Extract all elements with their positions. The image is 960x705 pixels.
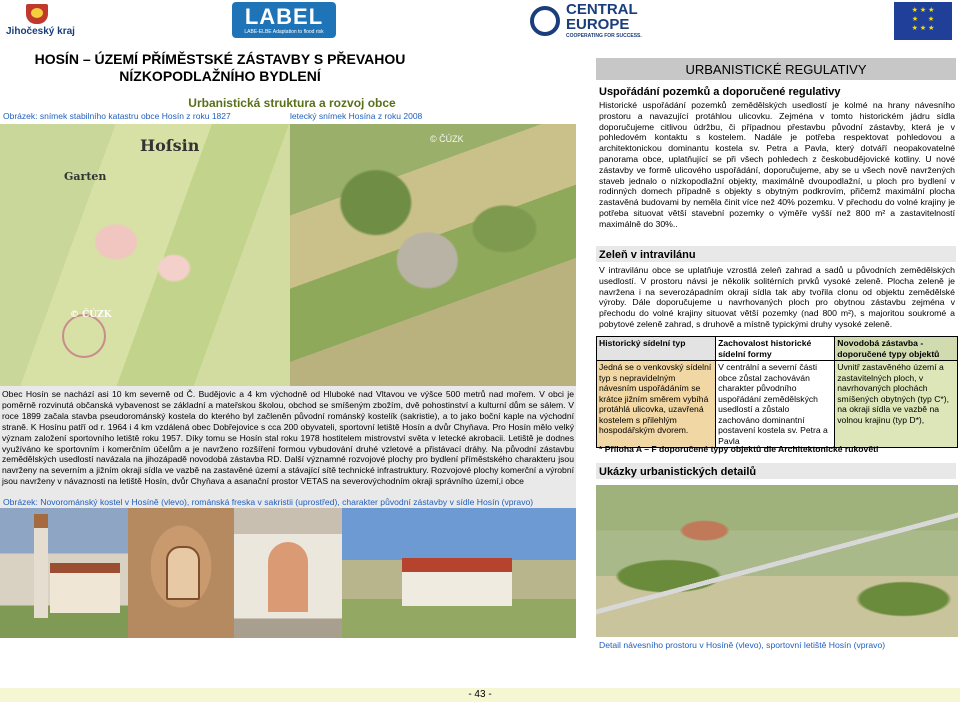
house-shape [402, 558, 512, 606]
church-tower-shape [34, 514, 48, 618]
page-subtitle: Urbanistická struktura a rozvoj obce [188, 96, 396, 110]
sacristy-photo [234, 508, 342, 638]
section-body-usporadani: Historické uspořádání pozemků zemědělských usedlostí je kolmé na hrany návesního prostoru a navazující protáhlou ulicovku. Zejména v tomto historickém jádru sídla doporučujeme citlivou údržbu, či případnou přestavbu původní zástavby, která je v pohledovém kontaktu s kostelem. Nadále je potřeba respektovat pohledovou a architektonickou dominantu kostela sv. Petra a Pavla, který dotváří neopakovatelné panorama obce, uplatňující se při všech pohledech z českobudějovické kotliny. U nové zástavby ve formě ulicového uspořádání, doporučujeme, aby se u všech nově navržených staveb jednalo o nízkopodlažní objekty, maximálně dvoupodlažní, u ploch pro bydlení v rodinných domech případně s objekty s obytným podkrovím, přičemž maximální plocha zastavěná budovami by neměla činit více než 40% pozemku. V přechodu do volné krajiny je potřeba situovat větší stavební pozemky o výměře vyšší než 800 m² a zastavitelností maximálně do 30%.. [599, 100, 955, 229]
jihocesky-kraj-logo [6, 4, 76, 40]
village-description: Obec Hosín se nachází asi 10 km severně od Č. Budějovic a 4 km východně od Hluboké nad Vltavou ve výšce 500 metrů nad mořem. V obci je poměrně rozvinutá občanská vybavenost se základní a mateřskou školou, obchod se smíšeným zbožím, dvě pohostinství a kulturní dům se sálem. V roce 1899 začala stavba pseudorománský kostela do kterého byl začleněn původní románský kostelík (sakristie), a to jako boční kaple na východní straně. K Hosínu patří od r. 1964 i 4 km vzdálená obec Dobřejovice s cca 200 obyvateli, sportovní letiště Hosín a dvůr Chyňava. Pro Hosín mělo velký význam založení sportovního letiště roku 1957. Díky tomu se Hosín stal roku 1978 hostitelem mistrovství světa v letecké akrobacii. Letiště je dodnes využíváno ke sportovním i komerčním účelům a je navrženo rozšíření formou vybudování druhé vzletové a přistávací dráhy. Na původní zástavbu zemědělských usedlostí navázala na jihozápadě novodobá zástavba RD. Další významné rozvojové plochy pro bydlení příměstského charakteru jsou navrženy na severním a jižním okraji sídla ve vazbě na zastavěné území a stávající sítě technické infrastruktury. Rozvojové plochy komerční a výrobní jsou navrženy v návaznosti na letiště Hosín, dvůr Chyňava a asanační prostor VETAS na severovýchodním okraji správního území,i obce [2, 389, 574, 487]
page-number: - 43 - [468, 689, 492, 700]
label-logo-subtext: LABE-ELBE Adaptation to flood risk [244, 29, 324, 35]
fresco-figure-shape [166, 546, 200, 600]
section-title-usporadani: Uspořádání pozemků a doporučené regulativy [599, 86, 841, 98]
table-header-row [597, 337, 958, 361]
section-title-ukazky: Ukázky urbanistických detailů [599, 466, 757, 478]
eu-flag-logo [894, 2, 952, 40]
table-header-cell: Historický sídelní typ [597, 337, 716, 361]
arch-shape [268, 542, 308, 612]
section-title-zelen: Zeleň v intravilánu [599, 249, 696, 261]
caption-photos: Obrázek: Novorománský kostel v Hosíně (vlevo), románská freska v sakristii (uprostřed), charakter původní zástavby v sídle Hosín (vpravo) [3, 497, 534, 507]
table-footnote: * Příloha A – F doporučené typy objektů dle Architektonické rukověti [599, 444, 879, 454]
label-logo [232, 2, 336, 38]
coat-of-arms-icon [26, 4, 48, 24]
church-nave-shape [50, 563, 120, 613]
jihocesky-logo-text: Jihočeský kraj [6, 26, 75, 37]
original-houses-photo [342, 508, 576, 638]
globe-icon [530, 6, 560, 36]
table-row [597, 361, 958, 448]
table-cell: V centrální a severní části obce zůstal zachováván charakter původního uspořádání zemědělských usedlostí a zůstalo zachováno dominantní postavení kostela sv. Petra a Pavla [716, 361, 835, 448]
table-header-cell: Novodobá zástavba - doporučené typy objektů [835, 337, 958, 361]
village-and-airfield-photo [596, 485, 958, 637]
table-header-cell: Zachovalost historické sídelní formy [716, 337, 835, 361]
map-stamp-text: © ČÚZK [70, 310, 112, 320]
label-logo-text: LABEL [244, 4, 324, 29]
settlement-type-table [596, 336, 958, 448]
central-europe-logo-subtext: COOPERATING FOR SUCCESS. [566, 33, 642, 39]
map-label-hosin: Hoſsin [140, 136, 200, 155]
aerial-stamp-text: © ČÚZK [430, 134, 464, 144]
caption-detail-photo: Detail návesního prostoru v Hosíně (vlevo), sportovní letiště Hosín (vpravo) [599, 640, 886, 650]
page-title: HOSÍN – ÚZEMÍ PŘÍMĚSTSKÉ ZÁSTAVBY S PŘEVAHOU NÍZKOPODLAŽNÍHO BYDLENÍ [34, 51, 406, 84]
table-cell: Jedná se o venkovský sídelní typ s nepravidelným návesním uspořádáním se krátce jižním směrem vybíhá protáhlá ulicovka, uzavřená kostelem s přilehlým hospodářským dvorem. [597, 361, 716, 448]
eu-stars-icon: ★ ★ ★ ★ ★ ★ ★ ★ [911, 7, 935, 32]
section-body-zelen: V intravilánu obce se uplatňuje vzrostlá zeleň zahrad a sadů u původních zemědělských usedlostí. V prostoru návsi je několik solitérních prvků vysoké zeleně. Plocha zeleně je navržena i na severozápadním okraji sídla tak aby tvořila clonu od objektu zemědělské výroby. Dále doporučujeme u navrhovaných ploch pro obytnou zástavbu zejména v přechodu do volné krajiny situovat větší pozemky (nad 800 m²), s majoritou soukromé a pobytové zeleně zahrad, s druhově a místně typickými druhy vysoké zeleně. [599, 265, 955, 329]
cadastral-map-image [0, 124, 290, 386]
central-europe-logo-text: CENTRAL EUROPE [566, 1, 638, 33]
aerial-photo-image [290, 124, 576, 386]
fresco-photo [128, 508, 234, 638]
church-photo [0, 508, 128, 638]
table-cell: Uvnitř zastavěného území a zastavitelných ploch, v navrhovaných plochách smíšených obytných (typ C*), na okraji sídla ve vazbě na volnou krajinu (typ D*), [835, 361, 958, 448]
regulativy-header: URBANISTICKÉ REGULATIVY [685, 62, 867, 77]
central-europe-logo [530, 2, 672, 40]
map-label-garten: Garten [64, 170, 107, 183]
caption-old-map: Obrázek: snímek stabilního katastru obce Hosín z roku 1827 [3, 111, 231, 121]
stamp-icon [62, 314, 106, 358]
caption-aerial: letecký snímek Hosína z roku 2008 [290, 111, 423, 121]
